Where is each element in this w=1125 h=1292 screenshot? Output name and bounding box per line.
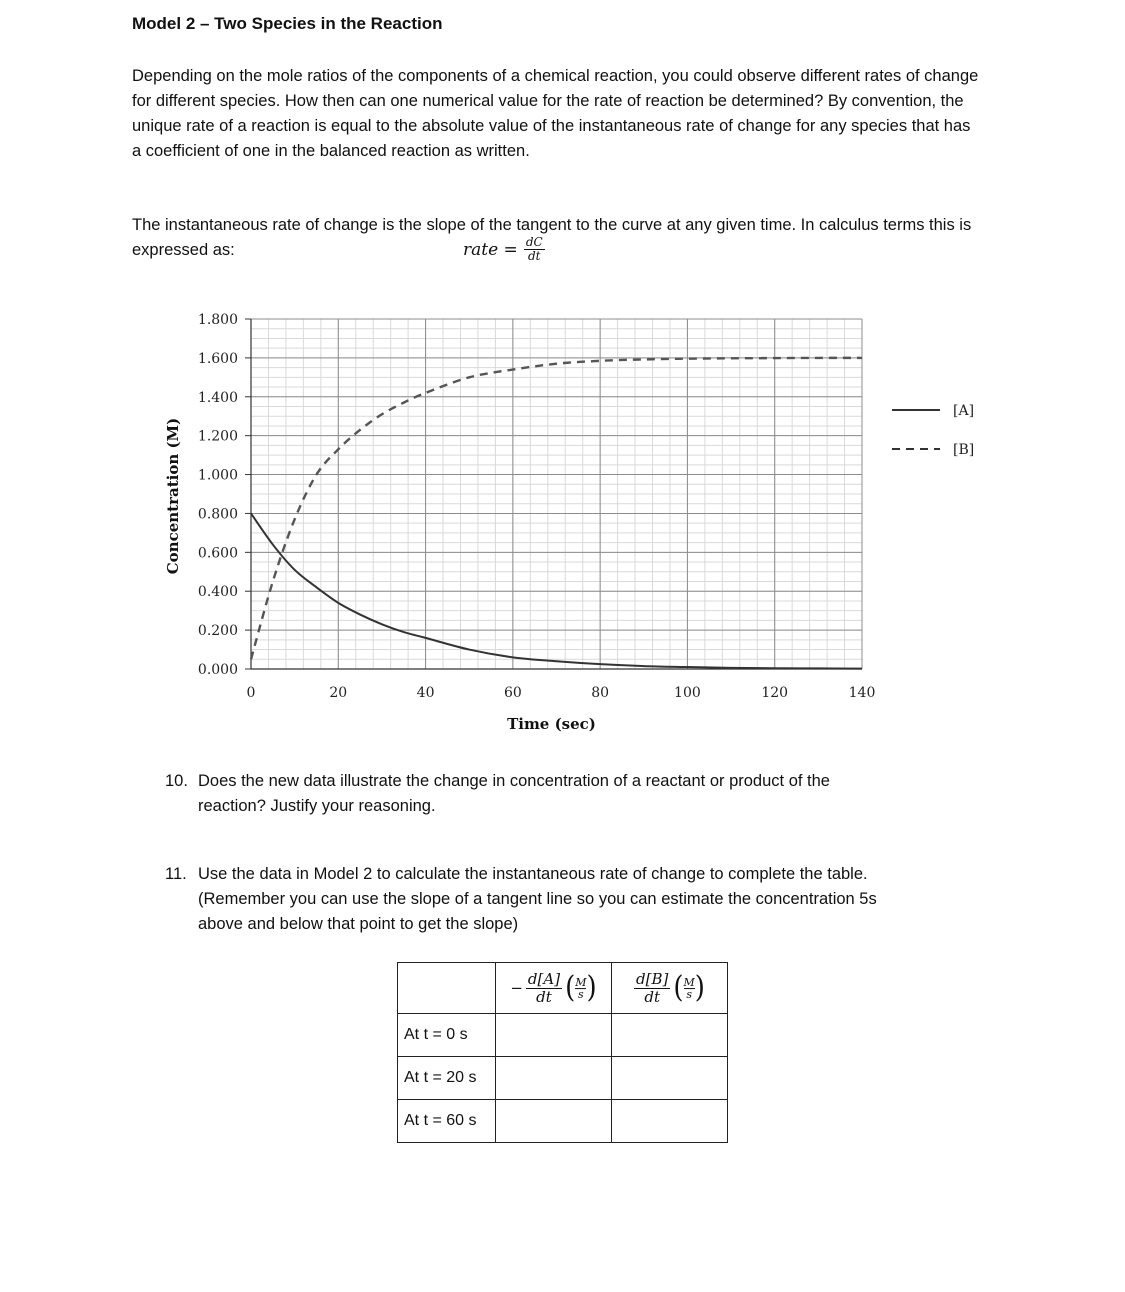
q11-line2: (Remember you can use the slope of a tangent line so you can estimate the concentration 5s: [198, 890, 877, 908]
unit-s: s: [686, 987, 692, 1001]
answer-cell-b[interactable]: [612, 1100, 728, 1143]
x-tick-label: 0: [246, 685, 256, 701]
x-tick-label: 140: [848, 685, 876, 701]
y-tick-label: 0.400: [197, 584, 238, 601]
chart-legend: [892, 403, 974, 458]
formula-numerator: dC: [525, 235, 543, 249]
question-11: [165, 862, 965, 937]
answer-cell-a[interactable]: [496, 1014, 612, 1057]
y-axis-label: Concentration (M): [164, 417, 182, 575]
series-b-line: [251, 358, 862, 659]
q11-line3: above and below that point to get the slope): [198, 915, 519, 933]
unit-m: M: [575, 975, 587, 989]
row-label: At t = 0 s: [398, 1014, 496, 1057]
formula-denominator: dt: [527, 249, 541, 263]
y-tick-label: 0.600: [197, 545, 238, 562]
x-tick-label: 80: [591, 685, 610, 701]
row-label: At t = 20 s: [398, 1057, 496, 1100]
y-tick-label: 0.000: [197, 662, 238, 678]
table-row: [398, 1057, 728, 1100]
chart-axes: [164, 312, 875, 733]
y-tick-label: 1.800: [197, 312, 238, 328]
db-denominator: dt: [644, 987, 661, 1006]
y-tick-label: 1.400: [197, 389, 238, 406]
legend-label-a: [A]: [953, 403, 975, 419]
q11-number: 11.: [165, 865, 187, 883]
y-tick-label: 0.800: [197, 506, 238, 523]
y-tick-label: 1.000: [197, 467, 238, 484]
question-10: [165, 769, 965, 819]
row-label: At t = 60 s: [398, 1100, 496, 1143]
y-tick-label: 1.200: [197, 428, 238, 445]
table-header-row: [398, 963, 728, 1014]
answer-cell-b[interactable]: [612, 1057, 728, 1100]
rate-paragraph: The instantaneous rate of change is the slope of the tangent to the curve at any given time. In calculus terms this is expressed as:: [132, 216, 972, 259]
legend-label-b: [B]: [953, 442, 975, 458]
header-db-dt: $\frac{d[B]}{dt}$ ( M s ): [612, 963, 728, 1014]
x-axis-label: Time (sec): [507, 715, 596, 733]
header-empty-cell: [398, 963, 496, 1014]
y-tick-label: 0.200: [197, 623, 238, 640]
unit-m: M: [683, 975, 695, 989]
x-tick-label: 120: [761, 685, 789, 701]
chart-grid: [251, 319, 862, 669]
answer-cell-a[interactable]: [496, 1057, 612, 1100]
da-numerator: d[A]: [527, 969, 561, 988]
unit-s: s: [578, 987, 584, 1001]
rate-table: [397, 962, 728, 1143]
y-tick-label: 1.600: [197, 350, 238, 367]
x-tick-label: 60: [503, 685, 522, 701]
header-da-dt: − $\frac{d[A]}{dt}$ ( M s ): [496, 963, 612, 1014]
intro-paragraph: Depending on the mole ratios of the components of a chemical reaction, you could observe different rates of change for different species. How then can one numerical value for the rate of reaction be determined? By convention, the unique rate of a reaction is equal to the absolute value of the instantaneous rate of change for any species that has a coefficient of one in the balanced reaction as written.: [132, 67, 979, 160]
x-tick-label: 40: [416, 685, 435, 701]
page-title: Model 2 – Two Species in the Reaction: [132, 14, 443, 33]
answer-cell-a[interactable]: [496, 1100, 612, 1143]
q10-line2: reaction? Justify your reasoning.: [198, 797, 436, 815]
minus-sign: −: [510, 979, 523, 997]
x-tick-label: 100: [674, 685, 701, 701]
db-numerator: d[B]: [636, 969, 669, 988]
table-row: [398, 1014, 728, 1057]
answer-cell-b[interactable]: [612, 1014, 728, 1057]
x-tick-label: 20: [329, 685, 348, 701]
q10-number: 10.: [165, 772, 188, 790]
da-denominator: dt: [536, 987, 552, 1006]
q10-line1: Does the new data illustrate the change in concentration of a reactant or product of the: [198, 772, 830, 790]
table-row: [398, 1100, 728, 1143]
formula-lhs: rate =: [463, 239, 518, 260]
q11-line1: Use the data in Model 2 to calculate the instantaneous rate of change to complete the table.: [198, 865, 868, 883]
